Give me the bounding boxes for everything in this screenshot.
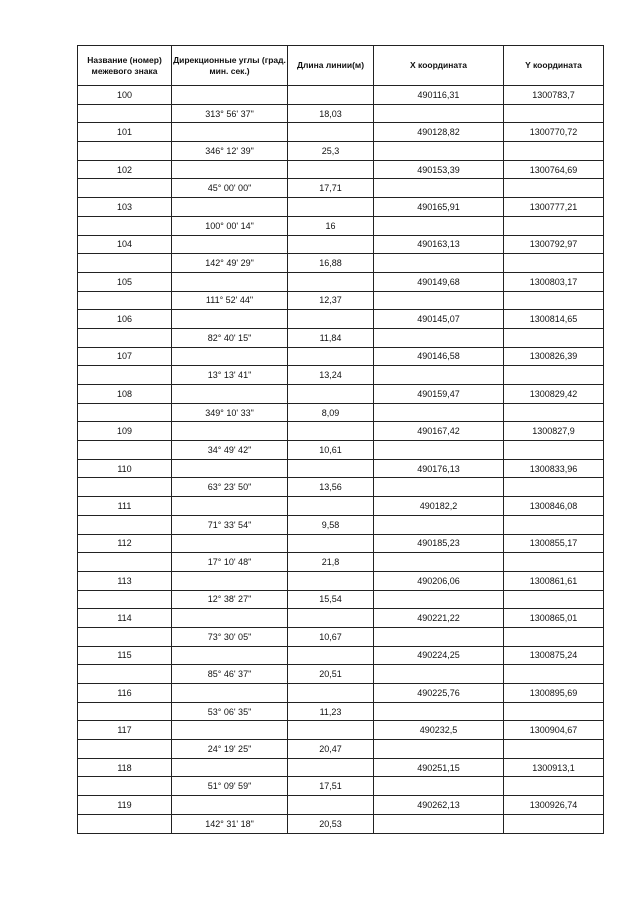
y-coordinate-cell — [504, 254, 604, 273]
y-coordinate-cell: 1300826,39 — [504, 347, 604, 366]
mark-name-cell: 107 — [78, 347, 172, 366]
table-row — [78, 328, 604, 347]
table-row — [78, 235, 604, 254]
line-length-cell — [288, 571, 374, 590]
mark-name-cell: 113 — [78, 571, 172, 590]
x-coordinate-cell: 490225,76 — [374, 684, 504, 703]
line-length-cell — [288, 796, 374, 815]
x-coordinate-cell: 490176,13 — [374, 459, 504, 478]
line-length-cell — [288, 86, 374, 105]
y-coordinate-cell — [504, 216, 604, 235]
table-row — [78, 497, 604, 516]
direction-angle-cell — [172, 796, 288, 815]
table-body — [78, 86, 604, 834]
y-coordinate-cell: 1300829,42 — [504, 385, 604, 404]
direction-angle-cell — [172, 497, 288, 516]
x-coordinate-cell — [374, 627, 504, 646]
direction-angle-cell: 349° 10' 33" — [172, 403, 288, 422]
mark-name-cell — [78, 665, 172, 684]
table-row — [78, 291, 604, 310]
direction-angle-cell — [172, 86, 288, 105]
y-coordinate-cell: 1300764,69 — [504, 160, 604, 179]
table-row — [78, 422, 604, 441]
table-row — [78, 478, 604, 497]
y-coordinate-cell: 1300770,72 — [504, 123, 604, 142]
line-length-cell — [288, 646, 374, 665]
x-coordinate-cell — [374, 179, 504, 198]
mark-name-cell: 111 — [78, 497, 172, 516]
table-row — [78, 740, 604, 759]
mark-name-cell — [78, 777, 172, 796]
table-row — [78, 403, 604, 422]
mark-name-cell — [78, 216, 172, 235]
line-length-cell: 20,53 — [288, 814, 374, 833]
mark-name-cell: 116 — [78, 684, 172, 703]
mark-name-cell — [78, 515, 172, 534]
y-coordinate-cell — [504, 740, 604, 759]
x-coordinate-cell: 490182,2 — [374, 497, 504, 516]
line-length-cell: 16,88 — [288, 254, 374, 273]
x-coordinate-cell — [374, 403, 504, 422]
direction-angle-cell — [172, 684, 288, 703]
x-coordinate-cell: 490262,13 — [374, 796, 504, 815]
line-length-cell: 15,54 — [288, 590, 374, 609]
mark-name-cell — [78, 590, 172, 609]
y-coordinate-cell — [504, 553, 604, 572]
mark-name-cell — [78, 291, 172, 310]
direction-angle-cell: 82° 40' 15" — [172, 328, 288, 347]
table-row — [78, 796, 604, 815]
line-length-cell — [288, 459, 374, 478]
line-length-cell: 12,37 — [288, 291, 374, 310]
direction-angle-cell: 13° 13' 41" — [172, 366, 288, 385]
x-coordinate-cell: 490153,39 — [374, 160, 504, 179]
y-coordinate-cell — [504, 142, 604, 161]
direction-angle-cell — [172, 534, 288, 553]
table-row — [78, 553, 604, 572]
mark-name-cell: 110 — [78, 459, 172, 478]
direction-angle-cell: 63° 23' 50" — [172, 478, 288, 497]
line-length-cell — [288, 235, 374, 254]
x-coordinate-cell — [374, 216, 504, 235]
direction-angle-cell: 17° 10' 48" — [172, 553, 288, 572]
y-coordinate-cell: 1300846,08 — [504, 497, 604, 516]
mark-name-cell: 114 — [78, 609, 172, 628]
y-coordinate-cell — [504, 366, 604, 385]
x-coordinate-cell — [374, 104, 504, 123]
y-coordinate-cell — [504, 590, 604, 609]
x-coordinate-cell: 490221,22 — [374, 609, 504, 628]
table-row — [78, 571, 604, 590]
direction-angle-cell — [172, 646, 288, 665]
boundary-marks-table — [77, 45, 604, 834]
y-coordinate-cell: 1300833,96 — [504, 459, 604, 478]
direction-angle-cell: 53° 06' 35" — [172, 702, 288, 721]
line-length-cell: 11,23 — [288, 702, 374, 721]
table-row — [78, 272, 604, 291]
x-coordinate-cell — [374, 366, 504, 385]
mark-name-cell: 100 — [78, 86, 172, 105]
x-coordinate-cell: 490159,47 — [374, 385, 504, 404]
y-coordinate-cell — [504, 777, 604, 796]
line-length-cell: 16 — [288, 216, 374, 235]
line-length-cell: 11,84 — [288, 328, 374, 347]
table-row — [78, 441, 604, 460]
y-coordinate-cell — [504, 328, 604, 347]
direction-angle-cell: 73° 30' 05" — [172, 627, 288, 646]
y-coordinate-cell — [504, 515, 604, 534]
x-coordinate-cell: 490167,42 — [374, 422, 504, 441]
y-coordinate-cell: 1300777,21 — [504, 198, 604, 217]
header-mark-name: Название (номер) межевого знака — [78, 46, 172, 86]
direction-angle-cell: 142° 49' 29" — [172, 254, 288, 273]
direction-angle-cell — [172, 310, 288, 329]
y-coordinate-cell: 1300792,97 — [504, 235, 604, 254]
mark-name-cell: 105 — [78, 272, 172, 291]
direction-angle-cell: 313° 56' 37" — [172, 104, 288, 123]
y-coordinate-cell: 1300803,17 — [504, 272, 604, 291]
table-row — [78, 385, 604, 404]
direction-angle-cell: 71° 33' 54" — [172, 515, 288, 534]
mark-name-cell: 118 — [78, 758, 172, 777]
y-coordinate-cell — [504, 291, 604, 310]
table-row — [78, 160, 604, 179]
x-coordinate-cell — [374, 553, 504, 572]
mark-name-cell — [78, 740, 172, 759]
table-row — [78, 123, 604, 142]
x-coordinate-cell — [374, 254, 504, 273]
table-row — [78, 758, 604, 777]
direction-angle-cell: 100° 00' 14" — [172, 216, 288, 235]
y-coordinate-cell: 1300814,65 — [504, 310, 604, 329]
mark-name-cell — [78, 627, 172, 646]
mark-name-cell — [78, 254, 172, 273]
x-coordinate-cell: 490251,15 — [374, 758, 504, 777]
line-length-cell — [288, 347, 374, 366]
direction-angle-cell: 85° 46' 37" — [172, 665, 288, 684]
direction-angle-cell — [172, 721, 288, 740]
mark-name-cell: 103 — [78, 198, 172, 217]
line-length-cell: 21,8 — [288, 553, 374, 572]
mark-name-cell — [78, 142, 172, 161]
line-length-cell — [288, 684, 374, 703]
header-direction-angle: Дирекционные углы (град. мин. сек.) — [172, 46, 288, 86]
direction-angle-cell: 45° 00' 00" — [172, 179, 288, 198]
line-length-cell — [288, 198, 374, 217]
table-row — [78, 142, 604, 161]
table-row — [78, 627, 604, 646]
line-length-cell: 8,09 — [288, 403, 374, 422]
y-coordinate-cell — [504, 403, 604, 422]
line-length-cell: 17,51 — [288, 777, 374, 796]
x-coordinate-cell — [374, 590, 504, 609]
direction-angle-cell: 346° 12' 39" — [172, 142, 288, 161]
x-coordinate-cell — [374, 665, 504, 684]
mark-name-cell: 102 — [78, 160, 172, 179]
line-length-cell — [288, 721, 374, 740]
line-length-cell: 10,61 — [288, 441, 374, 460]
header-x-coordinate: X координата — [374, 46, 504, 86]
mark-name-cell — [78, 328, 172, 347]
y-coordinate-cell — [504, 104, 604, 123]
mark-name-cell — [78, 478, 172, 497]
header-line-length: Длина линии(м) — [288, 46, 374, 86]
x-coordinate-cell — [374, 441, 504, 460]
y-coordinate-cell: 1300904,67 — [504, 721, 604, 740]
y-coordinate-cell: 1300895,69 — [504, 684, 604, 703]
table-row — [78, 254, 604, 273]
table-row — [78, 216, 604, 235]
x-coordinate-cell — [374, 328, 504, 347]
direction-angle-cell: 111° 52' 44" — [172, 291, 288, 310]
table-row — [78, 104, 604, 123]
y-coordinate-cell: 1300855,17 — [504, 534, 604, 553]
line-length-cell — [288, 609, 374, 628]
direction-angle-cell — [172, 123, 288, 142]
table-row — [78, 684, 604, 703]
table-row — [78, 721, 604, 740]
line-length-cell: 18,03 — [288, 104, 374, 123]
direction-angle-cell — [172, 459, 288, 478]
mark-name-cell — [78, 366, 172, 385]
y-coordinate-cell: 1300865,01 — [504, 609, 604, 628]
table-row — [78, 310, 604, 329]
x-coordinate-cell — [374, 702, 504, 721]
line-length-cell — [288, 310, 374, 329]
line-length-cell — [288, 272, 374, 291]
mark-name-cell: 101 — [78, 123, 172, 142]
y-coordinate-cell: 1300926,74 — [504, 796, 604, 815]
line-length-cell — [288, 534, 374, 553]
y-coordinate-cell: 1300827,9 — [504, 422, 604, 441]
y-coordinate-cell: 1300913,1 — [504, 758, 604, 777]
mark-name-cell: 106 — [78, 310, 172, 329]
direction-angle-cell — [172, 347, 288, 366]
line-length-cell — [288, 422, 374, 441]
coordinates-sheet — [77, 45, 603, 834]
mark-name-cell: 117 — [78, 721, 172, 740]
line-length-cell — [288, 385, 374, 404]
table-row — [78, 366, 604, 385]
direction-angle-cell — [172, 160, 288, 179]
x-coordinate-cell: 490185,23 — [374, 534, 504, 553]
x-coordinate-cell — [374, 291, 504, 310]
direction-angle-cell: 24° 19' 25" — [172, 740, 288, 759]
table-row — [78, 814, 604, 833]
y-coordinate-cell — [504, 665, 604, 684]
line-length-cell: 9,58 — [288, 515, 374, 534]
x-coordinate-cell: 490232,5 — [374, 721, 504, 740]
line-length-cell: 10,67 — [288, 627, 374, 646]
mark-name-cell — [78, 403, 172, 422]
y-coordinate-cell — [504, 441, 604, 460]
y-coordinate-cell: 1300861,61 — [504, 571, 604, 590]
direction-angle-cell: 34° 49' 42" — [172, 441, 288, 460]
mark-name-cell — [78, 702, 172, 721]
x-coordinate-cell — [374, 777, 504, 796]
x-coordinate-cell: 490165,91 — [374, 198, 504, 217]
y-coordinate-cell — [504, 702, 604, 721]
mark-name-cell — [78, 441, 172, 460]
y-coordinate-cell — [504, 179, 604, 198]
mark-name-cell: 104 — [78, 235, 172, 254]
table-row — [78, 459, 604, 478]
mark-name-cell: 119 — [78, 796, 172, 815]
x-coordinate-cell: 490145,07 — [374, 310, 504, 329]
line-length-cell — [288, 758, 374, 777]
direction-angle-cell — [172, 422, 288, 441]
mark-name-cell — [78, 179, 172, 198]
table-row — [78, 646, 604, 665]
direction-angle-cell — [172, 609, 288, 628]
mark-name-cell — [78, 814, 172, 833]
x-coordinate-cell: 490116,31 — [374, 86, 504, 105]
x-coordinate-cell: 490146,58 — [374, 347, 504, 366]
mark-name-cell — [78, 104, 172, 123]
x-coordinate-cell: 490149,68 — [374, 272, 504, 291]
line-length-cell: 13,56 — [288, 478, 374, 497]
x-coordinate-cell — [374, 515, 504, 534]
x-coordinate-cell: 490163,13 — [374, 235, 504, 254]
line-length-cell: 17,71 — [288, 179, 374, 198]
table-row — [78, 515, 604, 534]
table-row — [78, 665, 604, 684]
direction-angle-cell: 51° 09' 59" — [172, 777, 288, 796]
table-row — [78, 702, 604, 721]
direction-angle-cell — [172, 198, 288, 217]
direction-angle-cell — [172, 235, 288, 254]
y-coordinate-cell — [504, 627, 604, 646]
table-row — [78, 86, 604, 105]
y-coordinate-cell — [504, 814, 604, 833]
mark-name-cell — [78, 553, 172, 572]
line-length-cell — [288, 497, 374, 516]
x-coordinate-cell: 490206,06 — [374, 571, 504, 590]
y-coordinate-cell — [504, 478, 604, 497]
table-row — [78, 198, 604, 217]
mark-name-cell: 115 — [78, 646, 172, 665]
x-coordinate-cell: 490224,25 — [374, 646, 504, 665]
table-row — [78, 179, 604, 198]
x-coordinate-cell — [374, 740, 504, 759]
y-coordinate-cell: 1300875,24 — [504, 646, 604, 665]
line-length-cell — [288, 123, 374, 142]
table-row — [78, 534, 604, 553]
direction-angle-cell — [172, 385, 288, 404]
line-length-cell: 13,24 — [288, 366, 374, 385]
direction-angle-cell — [172, 272, 288, 291]
table-row — [78, 609, 604, 628]
line-length-cell: 20,51 — [288, 665, 374, 684]
direction-angle-cell — [172, 758, 288, 777]
table-row — [78, 590, 604, 609]
direction-angle-cell: 142° 31' 18" — [172, 814, 288, 833]
table-row — [78, 777, 604, 796]
direction-angle-cell — [172, 571, 288, 590]
x-coordinate-cell — [374, 478, 504, 497]
y-coordinate-cell: 1300783,7 — [504, 86, 604, 105]
x-coordinate-cell — [374, 142, 504, 161]
mark-name-cell: 108 — [78, 385, 172, 404]
mark-name-cell: 109 — [78, 422, 172, 441]
header-y-coordinate: Y координата — [504, 46, 604, 86]
table-row — [78, 347, 604, 366]
x-coordinate-cell — [374, 814, 504, 833]
line-length-cell — [288, 160, 374, 179]
direction-angle-cell: 12° 38' 27" — [172, 590, 288, 609]
line-length-cell: 25,3 — [288, 142, 374, 161]
line-length-cell: 20,47 — [288, 740, 374, 759]
table-header-row — [78, 46, 604, 86]
mark-name-cell: 112 — [78, 534, 172, 553]
x-coordinate-cell: 490128,82 — [374, 123, 504, 142]
